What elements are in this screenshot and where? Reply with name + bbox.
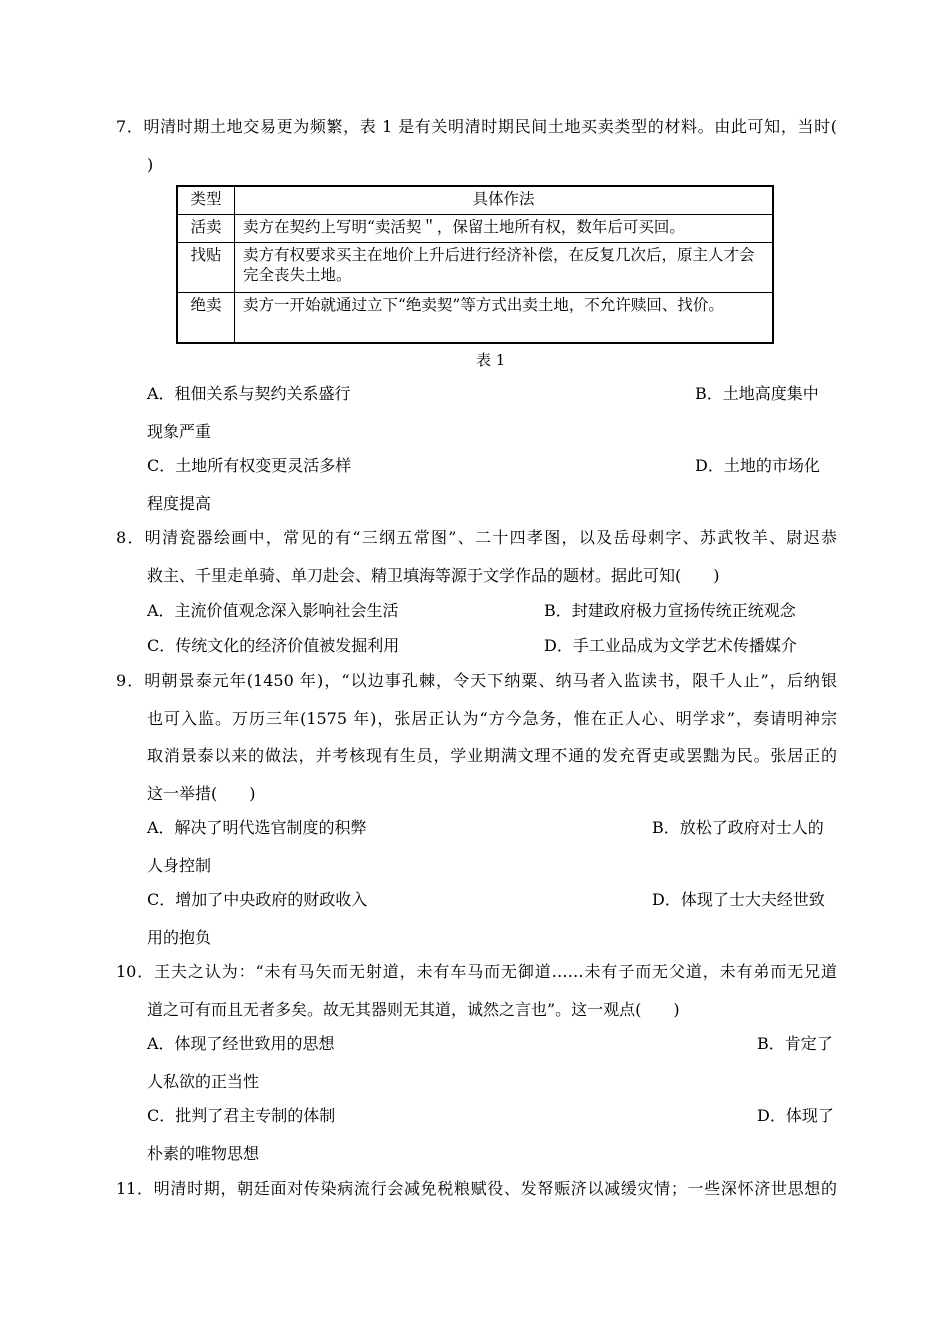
q7-option-b: B．土地高度集中	[695, 384, 819, 403]
q9-stem-line1: 9．明朝景泰元年(1450 年)，“以边事孔棘，令天下纳粟、纳马者入监读书，限千人止”，后纳银	[116, 671, 837, 690]
q9-option-d: D．体现了士大夫经世致	[652, 890, 825, 909]
q9-stem-line4: 这一举措( )	[147, 784, 256, 803]
q7-option-a: A．租佃关系与契约关系盛行	[147, 384, 351, 403]
q8-stem-line2: 救主、千里走单骑、单刀赴会、精卫填海等源于文学作品的题材。据此可知( )	[147, 566, 720, 585]
q10-stem-line2: 道之可有而且无者多矣。故无其器则无其道，诚然之言也”。这一观点( )	[147, 1000, 680, 1019]
q8-option-d: D．手工业品成为文学艺术传播媒介	[544, 636, 797, 655]
q9-stem-line3: 取消景泰以来的做法，并考核现有生员，学业期满文理不通的发充胥吏或罢黜为民。张居正的	[147, 746, 837, 765]
table-row	[177, 214, 773, 242]
table-cell-method: 卖方一开始就通过立下“绝卖契”等方式出卖土地，不允许赎回、找价。	[235, 292, 774, 343]
table-caption: 表 1	[476, 351, 506, 369]
q7-option-b-cont: 现象严重	[147, 422, 212, 441]
q8-stem-line1: 8．明清瓷器绘画中，常见的有“三纲五常图”、二十四孝图，以及岳母刺字、苏武牧羊、尉迟恭	[116, 528, 837, 547]
q8-option-a: A．主流价值观念深入影响社会生活	[147, 601, 399, 620]
q9-option-a: A．解决了明代选官制度的积弊	[147, 818, 367, 837]
q7-stem-line1: 7．明清时期土地交易更为频繁，表 1 是有关明清时期民间土地买卖类型的材料。由此可知，当时(	[116, 117, 837, 136]
q10-option-a: A．体现了经世致用的思想	[147, 1034, 335, 1053]
q11-stem-line1: 11．明清时期，朝廷面对传染病流行会减免税粮赋役、发帑赈济以减缓灾情；一些深怀济世思想的	[116, 1179, 837, 1198]
q9-option-b: B．放松了政府对士人的	[652, 818, 824, 837]
table-cell-type: 找贴	[177, 243, 235, 293]
q9-option-b-cont: 人身控制	[147, 856, 212, 875]
table-row	[177, 292, 773, 343]
q7-option-c: C．土地所有权变更灵活多样	[147, 456, 352, 475]
q10-stem-line1: 10．王夫之认为：“未有马矢而无射道，未有车马而无御道……未有子而无父道，未有弟而无兄道	[116, 962, 837, 981]
table-cell-type: 活卖	[177, 214, 235, 242]
q9-stem-line2: 也可入监。万历三年(1575 年)，张居正认为“方今急务，惟在正人心、明学求”，奏请明神宗	[147, 709, 837, 728]
q8-option-b: B．封建政府极力宣扬传统正统观念	[544, 601, 796, 620]
table-cell-method: 卖方在契约上写明“卖活契＂，保留土地所有权，数年后可买回。	[235, 214, 774, 242]
q7-option-d: D．土地的市场化	[695, 456, 820, 475]
table-header-method: 具体作法	[235, 186, 774, 214]
land-trade-table	[176, 185, 774, 344]
q10-option-d-cont: 朴素的唯物思想	[147, 1144, 260, 1163]
q7-option-d-cont: 程度提高	[147, 494, 212, 513]
q10-option-d: D．体现了	[757, 1106, 834, 1125]
table-cell-type: 绝卖	[177, 292, 235, 343]
table-header-row	[177, 186, 773, 214]
q10-option-b-cont: 人私欲的正当性	[147, 1072, 260, 1091]
q8-option-c: C．传统文化的经济价值被发掘利用	[147, 636, 400, 655]
q10-option-b: B．肯定了	[757, 1034, 833, 1053]
q10-option-c: C．批判了君主专制的体制	[147, 1106, 336, 1125]
table-row	[177, 243, 773, 293]
q9-option-d-cont: 用的抱负	[147, 928, 212, 947]
table-header-type: 类型	[177, 186, 235, 214]
q9-option-c: C．增加了中央政府的财政收入	[147, 890, 368, 909]
table-cell-method: 卖方有权要求买主在地价上升后进行经济补偿，在反复几次后，原主人才会完全丧失土地。	[235, 243, 774, 293]
q7-stem-line2: )	[147, 155, 154, 174]
